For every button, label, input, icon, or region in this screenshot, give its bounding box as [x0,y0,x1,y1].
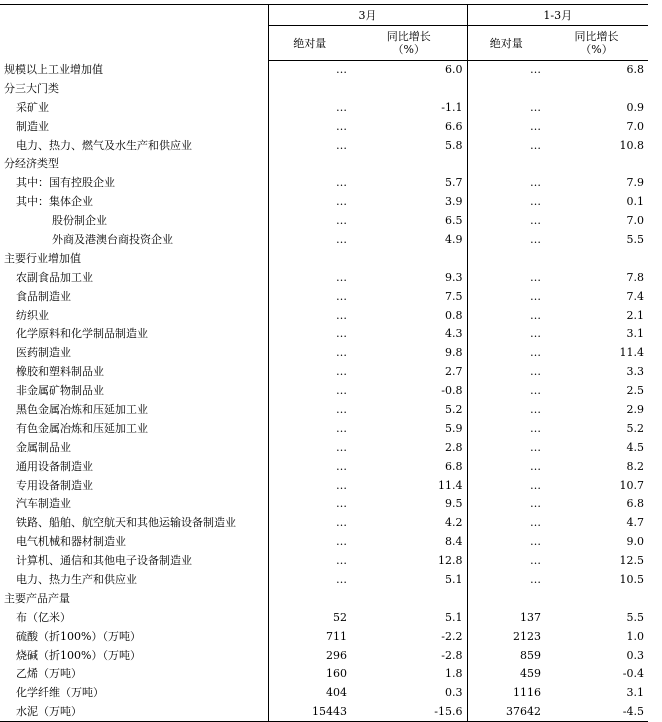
row-label: 其中：集体企业 [0,193,268,212]
cell-growth-jan-march [545,155,648,174]
table-row [0,249,648,268]
table-header [0,5,648,61]
row-label: 制造业 [0,117,268,136]
cell-abs-jan-march: … [530,535,541,549]
cell-growth-jan-march: 2.1 [626,308,644,322]
table-row [0,287,648,306]
cell-abs-jan-march [467,249,545,268]
cell-growth-march: -2.2 [351,627,467,646]
row-label: 烧碱（折100%）（万吨） [0,646,268,665]
cell-abs-jan-march: 37642 [467,703,545,722]
cell-growth-march: 2.7 [351,363,467,382]
table-row [0,79,648,98]
cell-abs-march: … [336,176,347,190]
cell-abs-jan-march: … [530,421,541,435]
cell-growth-march: 5.1 [351,571,467,590]
row-label: 汽车制造业 [0,495,268,514]
table-row [0,193,648,212]
cell-abs-jan-march: … [530,459,541,473]
growth-label-line1: 同比增长 [574,30,619,43]
cell-abs-jan-march: 859 [520,648,541,662]
cell-growth-jan-march: -0.4 [622,667,644,681]
cell-growth-jan-march: 8.2 [626,459,644,473]
cell-abs-jan-march: … [530,497,541,511]
cell-abs-march: 711 [326,629,347,643]
table-row [0,155,648,174]
table-row [0,344,648,363]
row-label: 非金属矿物制品业 [0,382,268,401]
cell-abs-march: … [336,459,347,473]
table-row [0,438,648,457]
table-row [0,703,648,722]
cell-abs-march: … [336,365,347,379]
cell-abs-march: … [336,232,347,246]
cell-abs-jan-march: … [530,516,541,530]
cell-abs-march: … [336,402,347,416]
cell-abs-jan-march: 459 [520,667,541,681]
cell-growth-march: 9.5 [351,495,467,514]
cell-growth-march: 3.9 [351,193,467,212]
row-label: 金属制品业 [0,438,268,457]
row-label: 有色金属冶炼和压延加工业 [0,419,268,438]
cell-abs-jan-march: … [530,327,541,341]
table-row [0,98,648,117]
table-row [0,212,648,231]
cell-abs-march: … [336,100,347,114]
cell-abs-jan-march: 137 [520,610,541,624]
cell-abs-march: 15443 [268,703,351,722]
table-row [0,457,648,476]
table-row [0,646,648,665]
cell-growth-march: 6.5 [351,212,467,231]
cell-abs-march: … [336,308,347,322]
cell-abs-march: 160 [326,667,347,681]
row-label: 分三大门类 [0,79,268,98]
cell-growth-jan-march [545,589,648,608]
cell-abs-jan-march: … [530,572,541,586]
table-row [0,401,648,420]
header-abs-march: 绝对量 [268,26,351,61]
cell-growth-march [351,589,467,608]
row-label: 电力、热力、燃气及水生产和供应业 [0,136,268,155]
cell-abs-march: … [336,119,347,133]
cell-abs-jan-march: … [530,138,541,152]
cell-abs-march: … [336,384,347,398]
cell-growth-march: 5.7 [351,174,467,193]
cell-growth-march: 5.8 [351,136,467,155]
cell-growth-march: -2.8 [351,646,467,665]
cell-abs-march: … [336,63,347,77]
stub-header [0,5,268,61]
cell-growth-jan-march: 10.5 [619,572,644,586]
row-label: 主要行业增加值 [0,249,268,268]
cell-growth-jan-march: 5.2 [626,421,644,435]
industrial-output-table [0,4,648,722]
cell-abs-jan-march: … [530,478,541,492]
table-body [0,61,648,722]
row-label: 铁路、船舶、航空航天和其他运输设备制造业 [0,514,268,533]
cell-abs-march [268,79,351,98]
table-row [0,117,648,136]
row-label: 硫酸（折100%）（万吨） [0,627,268,646]
cell-abs-jan-march: … [530,119,541,133]
table-row [0,571,648,590]
cell-abs-jan-march: … [530,384,541,398]
cell-growth-jan-march: 1.0 [626,629,644,643]
cell-abs-march: … [336,270,347,284]
row-label: 化学纤维（万吨） [0,684,268,703]
cell-growth-jan-march: 6.8 [626,497,644,511]
cell-abs-march [268,155,351,174]
cell-growth-march: 4.9 [351,231,467,250]
cell-abs-jan-march: … [530,232,541,246]
row-label: 股份制企业 [0,212,268,231]
growth-label-line2: （%） [392,43,425,56]
row-label: 黑色金属冶炼和压延加工业 [0,401,268,420]
cell-growth-march: 8.4 [351,533,467,552]
cell-growth-march: 5.9 [351,419,467,438]
growth-label-line2: （%） [580,43,613,56]
row-label: 电力、热力生产和供应业 [0,571,268,590]
row-label: 橡胶和塑料制品业 [0,363,268,382]
table-row [0,306,648,325]
header-march: 3月 [268,5,467,26]
cell-growth-jan-march: 3.1 [626,686,644,700]
cell-abs-jan-march: … [530,100,541,114]
cell-growth-jan-march: 7.4 [626,289,644,303]
cell-abs-jan-march: … [530,214,541,228]
cell-growth-march: 1.8 [351,665,467,684]
table-row [0,419,648,438]
row-label: 外商及港澳台商投资企业 [0,231,268,250]
table-row [0,589,648,608]
table-row [0,174,648,193]
row-label: 其中：国有控股企业 [0,174,268,193]
cell-growth-march: 5.2 [351,401,467,420]
cell-abs-march: 404 [326,686,347,700]
row-label: 乙烯（万吨） [0,665,268,684]
cell-abs-jan-march: … [530,270,541,284]
cell-abs-march: … [336,572,347,586]
cell-growth-jan-march: 4.5 [626,440,644,454]
table-row [0,495,648,514]
cell-abs-march: … [336,516,347,530]
cell-abs-jan-march [467,589,545,608]
cell-abs-march: … [336,535,347,549]
cell-growth-jan-march: 0.9 [626,100,644,114]
header-growth-jan-march [545,26,648,61]
table-row [0,552,648,571]
cell-abs-jan-march: … [530,63,541,77]
cell-growth-jan-march: 7.8 [626,270,644,284]
cell-abs-march: 296 [326,648,347,662]
growth-label-line1: 同比增长 [386,30,431,43]
cell-growth-jan-march: 7.0 [626,214,644,228]
cell-abs-march [268,589,351,608]
cell-abs-march: … [336,289,347,303]
cell-growth-march [351,79,467,98]
cell-abs-jan-march [467,79,545,98]
cell-growth-jan-march: 7.9 [626,176,644,190]
cell-abs-march: … [336,195,347,209]
cell-abs-jan-march: … [530,554,541,568]
cell-abs-jan-march: … [530,346,541,360]
header-abs-jan-march: 绝对量 [467,26,545,61]
cell-abs-jan-march: … [530,308,541,322]
cell-abs-jan-march: … [530,195,541,209]
cell-abs-march: … [336,327,347,341]
cell-growth-march [351,249,467,268]
cell-growth-jan-march [545,249,648,268]
row-label: 规模以上工业增加值 [0,61,268,80]
row-label: 水泥（万吨） [0,703,268,722]
table-row [0,627,648,646]
cell-abs-jan-march [467,155,545,174]
row-label: 专用设备制造业 [0,476,268,495]
cell-abs-jan-march: … [530,365,541,379]
cell-growth-march: 6.8 [351,457,467,476]
table-row [0,363,648,382]
table-row [0,382,648,401]
cell-growth-march: 9.8 [351,344,467,363]
cell-growth-march: 9.3 [351,268,467,287]
cell-growth-jan-march: 12.5 [619,554,644,568]
table-row [0,268,648,287]
cell-growth-march: 6.0 [351,61,467,80]
row-label: 食品制造业 [0,287,268,306]
table-row [0,476,648,495]
header-jan-march: 1-3月 [467,5,648,26]
cell-growth-march [351,155,467,174]
cell-abs-jan-march: 2123 [513,629,541,643]
cell-abs-jan-march: … [530,402,541,416]
cell-abs-jan-march: … [530,440,541,454]
cell-growth-jan-march: 6.8 [626,63,644,77]
cell-growth-march: 12.8 [351,552,467,571]
row-label: 布（亿米） [0,608,268,627]
cell-growth-jan-march: 10.7 [619,478,644,492]
cell-growth-march: 0.3 [351,684,467,703]
cell-growth-march: 5.1 [351,608,467,627]
cell-growth-jan-march: 9.0 [626,535,644,549]
cell-abs-march: … [336,554,347,568]
cell-abs-march: … [336,138,347,152]
cell-growth-march: 11.4 [351,476,467,495]
cell-growth-march: -0.8 [351,382,467,401]
cell-growth-march: -15.6 [351,703,467,722]
row-label: 电气机械和器材制造业 [0,533,268,552]
row-label: 通用设备制造业 [0,457,268,476]
cell-growth-jan-march: 5.5 [626,610,644,624]
row-label: 化学原料和化学制品制造业 [0,325,268,344]
table-row [0,231,648,250]
table-row [0,665,648,684]
cell-abs-march: … [336,421,347,435]
cell-growth-jan-march: 5.5 [626,232,644,246]
cell-growth-march: 7.5 [351,287,467,306]
cell-growth-jan-march: 2.9 [626,402,644,416]
cell-growth-march: 4.3 [351,325,467,344]
cell-growth-jan-march: 2.5 [626,384,644,398]
cell-growth-jan-march: 0.1 [626,195,644,209]
row-label: 分经济类型 [0,155,268,174]
cell-growth-jan-march: 4.7 [626,516,644,530]
cell-growth-jan-march: 11.4 [619,346,644,360]
cell-abs-march: … [336,478,347,492]
cell-abs-jan-march: 1116 [513,686,541,700]
row-label: 采矿业 [0,98,268,117]
cell-growth-march: 0.8 [351,306,467,325]
cell-growth-march: 4.2 [351,514,467,533]
cell-growth-march: -1.1 [351,98,467,117]
cell-abs-jan-march: … [530,176,541,190]
cell-abs-march: … [336,214,347,228]
table-row [0,608,648,627]
table-row [0,684,648,703]
statistics-table-container [0,4,648,722]
cell-growth-jan-march: 0.3 [626,648,644,662]
cell-growth-jan-march: 10.8 [619,138,644,152]
cell-abs-jan-march: … [530,289,541,303]
header-growth-march [351,26,467,61]
cell-growth-march: 2.8 [351,438,467,457]
cell-growth-jan-march [545,79,648,98]
cell-abs-march [268,249,351,268]
cell-growth-jan-march: -4.5 [545,703,648,722]
table-row [0,533,648,552]
cell-abs-march: … [336,346,347,360]
row-label: 纺织业 [0,306,268,325]
cell-abs-march: … [336,440,347,454]
cell-abs-march: 52 [333,610,347,624]
row-label: 医药制造业 [0,344,268,363]
cell-growth-jan-march: 3.1 [626,327,644,341]
cell-abs-march: … [336,497,347,511]
row-label: 主要产品产量 [0,589,268,608]
table-row [0,325,648,344]
cell-growth-jan-march: 3.3 [626,365,644,379]
row-label: 农副食品加工业 [0,268,268,287]
table-row [0,136,648,155]
table-row [0,61,648,80]
cell-growth-jan-march: 7.0 [626,119,644,133]
cell-growth-march: 6.6 [351,117,467,136]
table-row [0,514,648,533]
row-label: 计算机、通信和其他电子设备制造业 [0,552,268,571]
